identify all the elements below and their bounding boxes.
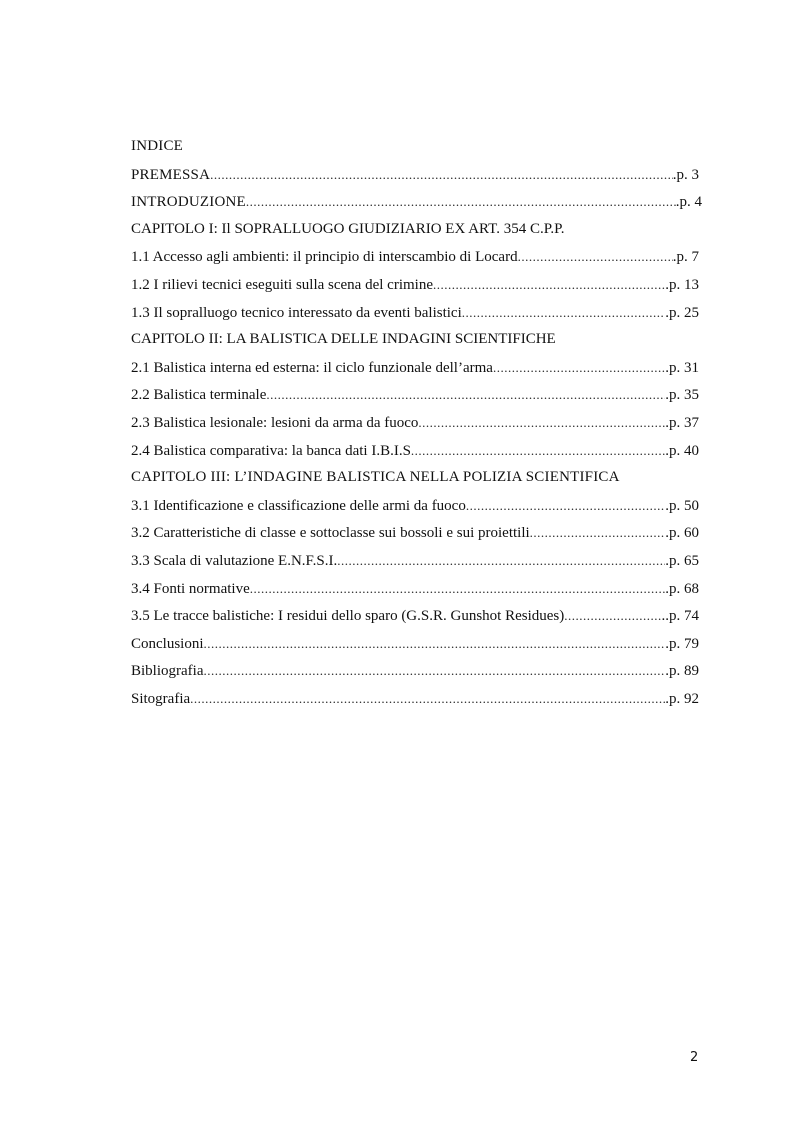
dot-leader xyxy=(564,602,661,630)
toc-entry xyxy=(131,492,699,520)
toc-entry xyxy=(131,243,699,271)
toc-entry-page: .p. 92 xyxy=(665,690,699,707)
toc-entry-bibliografia xyxy=(131,657,699,685)
toc-entry-page: .p. 25 xyxy=(665,304,699,321)
toc-entry xyxy=(131,271,699,299)
toc-entry-conclusioni xyxy=(131,630,699,658)
toc-entry-label: 3.1 Identificazione e classificazione delle armi da fuoco xyxy=(131,497,466,514)
dot-leader xyxy=(433,271,665,299)
dot-leader xyxy=(246,188,676,216)
toc-entry-label: 2.4 Balistica comparativa: la banca dati I.B.I.S xyxy=(131,442,411,459)
dot-leader xyxy=(411,437,665,465)
page-number: 2 xyxy=(690,1050,699,1065)
toc-entry-label: Bibliografia xyxy=(131,663,204,680)
dot-leader xyxy=(418,409,665,437)
toc-entry-label: INTRODUZIONE xyxy=(131,194,246,211)
toc-entry-label: Sitografia xyxy=(131,690,191,707)
dot-leader xyxy=(518,243,673,271)
dot-leader xyxy=(530,519,666,547)
dot-leader xyxy=(203,657,665,685)
toc-entry xyxy=(131,575,699,603)
toc-entry xyxy=(131,437,699,465)
toc-entry-page: .p. 60 xyxy=(665,525,699,542)
table-of-contents xyxy=(131,133,702,712)
toc-entry-label: PREMESSA xyxy=(131,166,211,183)
toc-entry xyxy=(131,547,699,575)
toc-title: INDICE xyxy=(131,138,184,154)
toc-entry-page: .p. 37 xyxy=(665,414,699,431)
toc-entry-page: .p. 4 xyxy=(675,194,702,211)
toc-entry-page: .p. 13 xyxy=(665,276,699,293)
toc-entry-page: .p. 50 xyxy=(665,497,699,514)
dot-leader xyxy=(266,381,665,409)
toc-entry-label: 1.2 I rilievi tecnici eseguiti sulla scena del crimine xyxy=(131,276,433,293)
dot-leader xyxy=(493,354,665,382)
toc-entry-premessa xyxy=(131,161,699,189)
toc-entry-page: ..p. 74 xyxy=(661,608,699,625)
chapter-heading-3: CAPITOLO III: L’INDAGINE BALISTICA NELLA POLIZIA SCIENTIFICA xyxy=(131,469,620,486)
toc-entry-page: .p. 79 xyxy=(665,635,699,652)
toc-entry-label: 2.1 Balistica interna ed esterna: il ciclo funzionale dell’arma xyxy=(131,359,493,376)
toc-entry xyxy=(131,602,699,630)
toc-entry-page: .p. 31 xyxy=(665,359,699,376)
toc-entry-label: 3.2 Caratteristiche di classe e sottoclasse sui bossoli e sui proiettili xyxy=(131,525,530,542)
toc-entry-label: 2.3 Balistica lesionale: lesioni da arma da fuoco xyxy=(131,414,419,431)
toc-entry-sitografia xyxy=(131,685,699,713)
dot-leader xyxy=(337,547,665,575)
toc-entry-label: 2.2 Balistica terminale xyxy=(131,387,267,404)
dot-leader xyxy=(462,299,666,327)
toc-entry-page: .p. 3 xyxy=(672,166,699,183)
dot-leader xyxy=(210,161,673,189)
toc-entry-page: .p. 89 xyxy=(665,663,699,680)
toc-entry-introduzione xyxy=(131,188,702,216)
toc-entry xyxy=(131,381,699,409)
toc-entry-label: 3.3 Scala di valutazione E.N.F.S.I. xyxy=(131,552,338,569)
toc-entry-page: .p. 68 xyxy=(665,580,699,597)
dot-leader xyxy=(250,575,666,603)
dot-leader xyxy=(204,630,666,658)
toc-entry-page: .p. 7 xyxy=(672,249,699,266)
toc-entry xyxy=(131,409,699,437)
toc-entry xyxy=(131,354,699,382)
chapter-heading-2: CAPITOLO II: LA BALISTICA DELLE INDAGINI SCIENTIFICHE xyxy=(131,331,556,348)
toc-entry-label: 1.1 Accesso agli ambienti: il principio di interscambio di Locard xyxy=(131,249,518,266)
toc-entry xyxy=(131,519,699,547)
toc-entry-page: .p. 35 xyxy=(665,387,699,404)
toc-entry-page: .p. 65 xyxy=(665,552,699,569)
toc-entry-label: 1.3 Il sopralluogo tecnico interessato da eventi balistici xyxy=(131,304,462,321)
dot-leader xyxy=(466,492,665,520)
toc-entry-label: Conclusioni xyxy=(131,635,204,652)
dot-leader xyxy=(190,685,665,713)
toc-entry xyxy=(131,299,699,327)
toc-entry-label: 3.5 Le tracce balistiche: I residui dello sparo (G.S.R. Gunshot Residues) xyxy=(131,608,565,625)
toc-entry-label: 3.4 Fonti normative xyxy=(131,580,250,597)
toc-entry-page: .p. 40 xyxy=(665,442,699,459)
chapter-heading-1: CAPITOLO I: Il SOPRALLUOGO GIUDIZIARIO EX ART. 354 C.P.P. xyxy=(131,220,565,237)
